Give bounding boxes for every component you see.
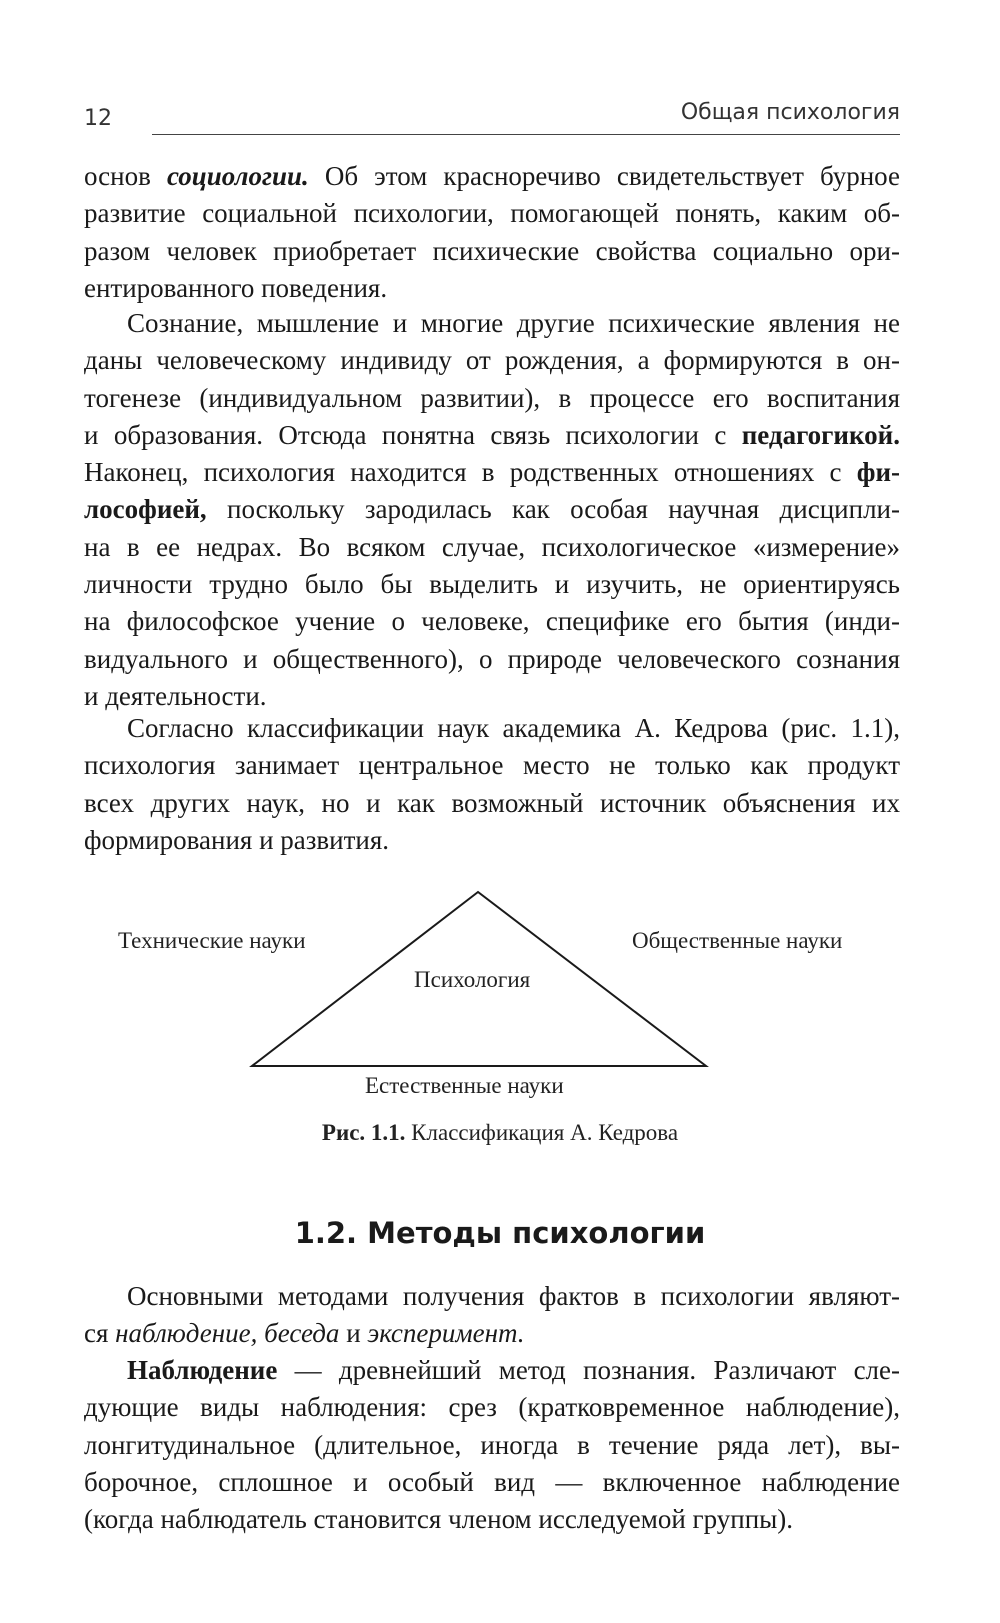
text-line [84, 417, 900, 454]
text-span: Об этом красноречиво свидетельствует бурное [308, 161, 900, 191]
term-pedagogy: педагогикой. [741, 419, 900, 450]
page-header [84, 98, 900, 138]
text-line [84, 454, 900, 491]
paragraph-observation [84, 1352, 900, 1538]
text-line: борочное, сплошное и особый вид — включенное наблюдение [84, 1466, 900, 1497]
text-line: на философское учение о человеке, специфике его бытия (инди- [84, 606, 900, 637]
text-line [84, 1315, 900, 1352]
term-experiment: эксперимент. [367, 1318, 525, 1349]
text-span: Наконец, психология находится в родственных отношениях с [84, 457, 857, 488]
caption-number: Рис. 1.1. [321, 1120, 406, 1145]
text-line [84, 1352, 900, 1389]
text-line: Согласно классификации наук академика А. Кедрова (рис. 1.1), [127, 713, 900, 743]
text-line: развитие социальной психологии, помогающей понять, каким об- [84, 198, 900, 229]
header-rule [152, 134, 900, 135]
text-span: основ [84, 161, 167, 191]
text-span: поскольку зародилась как особая научная дисципли- [206, 494, 900, 525]
text-line [84, 491, 900, 528]
text-line: на в ее недрах. Во всяком случае, психологическое «измерение» [84, 531, 900, 562]
text-line: Основными методами получения фактов в психологии являют- [127, 1281, 900, 1311]
term-observation: Наблюдение [127, 1355, 278, 1385]
term-philosophy-part2: лософией, [84, 494, 207, 525]
figure-caption [0, 1120, 1000, 1146]
text-line: даны человеческому индивиду от рождения, а формируются в он- [84, 345, 900, 376]
label-social-sciences: Общественные науки [632, 928, 843, 953]
text-line: тогенезе (индивидуальном развитии), в процессе его воспитания [84, 382, 900, 413]
text-line: личности трудно было бы выделить и изучить, не ориентируясь [84, 569, 900, 600]
text-line [84, 158, 900, 195]
text-line: дующие виды наблюдения: срез (кратковременное наблюдение), [84, 1392, 900, 1423]
text-line: видуального и общественного), о природе человеческого сознания [84, 643, 900, 674]
text-line: лонгитудинальное (длительное, иногда в течение ряда лет), вы- [84, 1429, 900, 1460]
text-line: Сознание, мышление и многие другие психические явления не [127, 308, 900, 338]
label-technical-sciences: Технические науки [118, 928, 306, 953]
text-line: всех других наук, но и как возможный источник объяснения их [84, 787, 900, 818]
paragraph-classification [84, 710, 900, 859]
text-span: и [339, 1318, 368, 1349]
paragraph-consciousness [84, 305, 900, 715]
text-span: и образования. Отсюда понятна связь психологии с [84, 419, 742, 450]
label-psychology: Психология [414, 967, 531, 992]
paragraph-continuation [84, 158, 900, 307]
page-number: 12 [84, 106, 112, 131]
text-line: и деятельности. [84, 680, 267, 711]
running-title: Общая психология [680, 100, 900, 125]
paragraph-methods-intro [84, 1278, 900, 1353]
text-line: формирования и развития. [84, 824, 390, 855]
term-philosophy-part1: фи- [856, 457, 900, 488]
text-line: (когда наблюдатель становится членом исследуемой группы). [84, 1504, 794, 1535]
text-line: ентированного поведения. [84, 272, 388, 303]
text-span: — древнейший метод познания. Различают сле- [277, 1355, 900, 1385]
label-natural-sciences: Естественные науки [365, 1073, 564, 1098]
text-span: ся [84, 1318, 116, 1349]
text-line: психология занимает центральное место не только как продукт [84, 750, 900, 781]
caption-text: Классификация А. Кедрова [405, 1120, 679, 1145]
term-sociology: социологии. [166, 161, 309, 191]
section-heading: 1.2. Методы психологии [294, 1216, 706, 1250]
term-observation-conversation: наблюдение, беседа [115, 1318, 340, 1349]
figure-kedrov-triangle [0, 880, 1000, 1160]
text-line: разом человек приобретает психические свойства социально ори- [84, 235, 900, 266]
